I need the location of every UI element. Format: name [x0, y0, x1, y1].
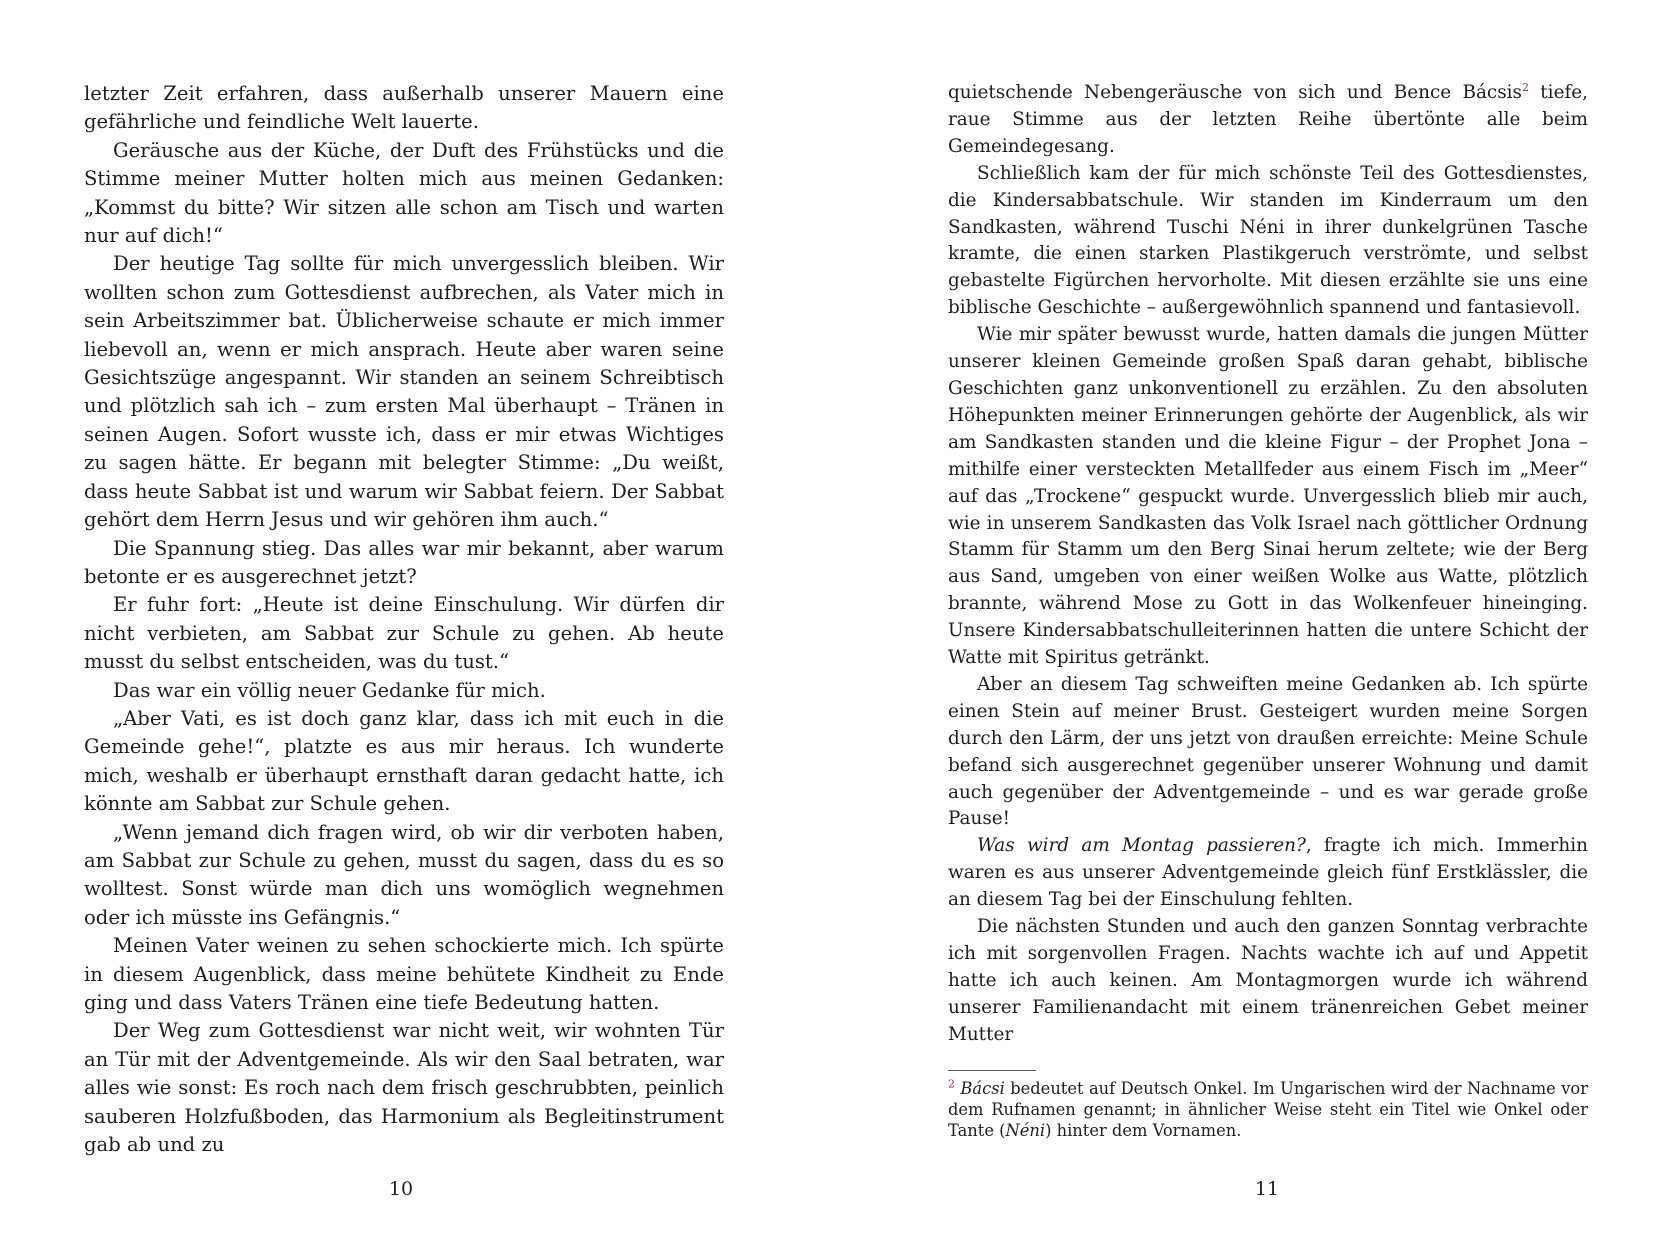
- paragraph: Die Spannung stieg. Das alles war mir bekannt, aber warum betonte er es ausgerechnet jetzt?: [84, 536, 724, 588]
- footnote: [948, 1078, 1588, 1141]
- paragraph: [948, 80, 1588, 161]
- paragraph: Wie mir später bewusst wurde, hatten damals die jungen Mütter unserer kleinen Gemeinde großen Spaß daran gehabt, biblische Geschichten ganz unkonventionell zu erzählen. Zu den absoluten Höhepunkten meiner Erinnerungen gehörte der Augenblick, als wir am Sandkasten standen und die kleine Figur – der Prophet Jona – mithilfe einer versteckten Metallfeder aus einem Fisch im „Meer“ auf das „Trockene“ gespuckt wurde. Unvergesslich blieb mir auch, wie in unserem Sandkasten das Volk Israel nach göttlicher Ordnung Stamm für Stamm um den Berg Sinai herum zeltete; wie der Berg aus Sand, umgeben von einer weißen Wolke aus Watte, plötzlich brannte, während Mose zu Gott in das Wolkenfeuer hineinging. Unsere Kindersabbatschulleiterinnen hatten die untere Schicht der Watte mit Spiritus getränkt.: [948, 324, 1588, 669]
- paragraph: Der Weg zum Gottesdienst war nicht weit, wir wohnten Tür an Tür mit der Adventgemeinde. Als wir den Saal betraten, war alles wie sonst: Es roch nach dem frisch geschrubbten, peinlich sauberen Holzfußboden, das Harmonium als Begleitinstrument gab ab und zu: [84, 1019, 724, 1157]
- text-span: , fragte ich mich. Immerhin waren es aus unserer Adventgemeinde gleich fünf Erstklässler, die an diesem Tag bei der Einschulung fehlten.: [948, 835, 1588, 911]
- paragraph: [948, 833, 1588, 914]
- footnote-text: ) hinter dem Vornamen.: [1045, 1120, 1242, 1140]
- footnote-marker: 2: [948, 1077, 955, 1091]
- paragraph: Er fuhr fort: „Heute ist deine Einschulung. Wir dürfen dir nicht verbieten, am Sabbat zur Schule zu gehen. Ab heute musst du selbst entscheiden, was du tust.“: [84, 593, 724, 674]
- paragraph: Aber an diesem Tag schweiften meine Gedanken ab. Ich spürte einen Stein auf meiner Brust. Gesteigert wurden meine Sorgen durch den Lärm, der uns jetzt von draußen erreichte: Meine Schule befand sich ausgerechnet gegenüber unserer Wohnung und damit auch gegenüber der Adventgemeinde – und es war gerade große Pause!: [948, 673, 1588, 830]
- paragraph: Geräusche aus der Küche, der Duft des Frühstücks und die Stimme meiner Mutter holten mich aus meinen Gedanken: „Kommst du bitte? Wir sitzen alle schon am Tisch und warten nur auf dich!“: [84, 138, 724, 248]
- paragraph: Das war ein völlig neuer Gedanke für mich.: [113, 678, 546, 702]
- paragraph: Der heutige Tag sollte für mich unvergesslich bleiben. Wir wollten schon zum Gottesdienst aufbrechen, als Vater mich in sein Arbeitszimmer bat. Üblicherweise schaute er mich immer liebevoll an, wenn er mich ansprach. Heute aber waren seine Gesichtszüge angespannt. Wir standen an seinem Schreibtisch und plötzlich sah ich – zum ersten Mal überhaupt – Tränen in seinen Augen. Sofort wusste ich, dass er mir etwas Wichtiges zu sagen hätte. Er begann mit belegter Stimme: „Du weißt, dass heute Sabbat ist und warum wir Sabbat feiern. Der Sabbat gehört dem Herrn Jesus und wir gehören ihm auch.“: [84, 252, 724, 532]
- page-number-left: 10: [388, 1178, 414, 1200]
- paragraph: Die nächsten Stunden und auch den ganzen Sonntag verbrachte ich mit sorgenvollen Fragen. Nachts wachte ich auf und Appetit hatte ich auch keinen. Am Montagmorgen wurde ich während unserer Familienandacht mit einem tränenreichen Gebet meiner Mutter: [948, 916, 1588, 1045]
- paragraph: „Wenn jemand dich fragen wird, ob wir dir verboten haben, am Sabbat zur Schule zu gehen, musst du sagen, dass du es so wolltest. Sonst würde man dich uns womöglich wegnehmen oder ich müsste ins Gefängnis.“: [84, 820, 724, 929]
- text-span: tiefe, raue Stimme aus der letzten Reihe übertönte alle beim Gemeindegesang.: [948, 82, 1588, 157]
- footnote-reference[interactable]: 2: [1521, 80, 1529, 94]
- paragraph: Schließlich kam der für mich schönste Teil des Gottesdienstes, die Kindersabbatschule. Wir standen im Kinderraum um den Sandkasten, während Tuschi Néni in ihrer dunkelgrünen Tasche kramte, die einen starken Plastikgeruch verströmte, und selbst gebastelte Figürchen hervorholte. Mit diesen erzählte sie uns eine biblische Geschichte – außergewöhnlich spannend und fantasievoll.: [948, 162, 1588, 319]
- text-span: quietschende Nebengeräusche von sich und Bence Bácsis: [948, 82, 1522, 103]
- footnote-term: Bácsi: [960, 1078, 1005, 1098]
- footnote-term: Néni: [1005, 1120, 1046, 1140]
- paragraph: letzter Zeit erfahren, dass außerhalb unserer Mauern eine gefährliche und feindliche Welt lauerte.: [84, 82, 724, 134]
- footnote-divider: [948, 1070, 1036, 1071]
- footnote-text: bedeutet auf Deutsch Onkel. Im Ungarischen wird der Nachname vor dem Rufnamen genannt; in ähnlicher Weise steht ein Titel wie Onkel oder Tante (: [948, 1078, 1588, 1140]
- right-page: [948, 80, 1588, 1141]
- paragraph: Meinen Vater weinen zu sehen schockierte mich. Ich spürte in diesem Augenblick, dass meine behütete Kindheit zu Ende ging und dass Vaters Tränen eine tiefe Bedeutung hatten.: [84, 934, 724, 1014]
- paragraph: „Aber Vati, es ist doch ganz klar, dass ich mit euch in die Gemeinde gehe!“, platzte es aus mir heraus. Ich wunderte mich, weshalb er überhaupt ernsthaft daran gedacht hatte, ich könnte am Sabbat zur Schule gehen.: [84, 706, 724, 816]
- page-number-right: 11: [1254, 1178, 1280, 1200]
- left-page: [84, 80, 724, 1159]
- italic-question: Was wird am Montag passieren?: [977, 835, 1306, 857]
